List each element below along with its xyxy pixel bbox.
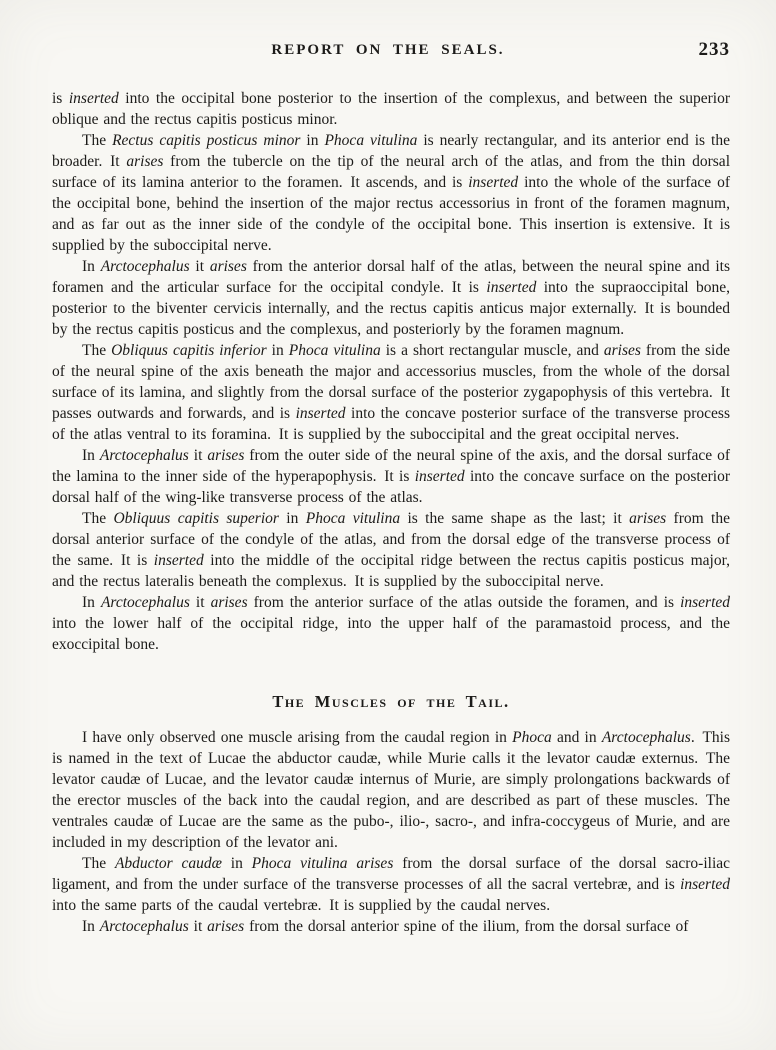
italic-text-run: arises	[207, 918, 245, 935]
italic-text-run: inserted	[468, 174, 519, 191]
paragraph	[52, 916, 730, 937]
italic-text-run: arises	[356, 855, 394, 872]
italic-text-run: inserted	[68, 90, 119, 107]
text-run: from the dorsal anterior spine of the ilium, from the dorsal surface of	[244, 918, 689, 935]
text-run: in	[221, 855, 252, 872]
italic-text-run: inserted	[680, 594, 730, 611]
text-run: it	[188, 918, 208, 935]
text-run: from the anterior surface of the atlas outside the foramen, and is	[247, 594, 681, 611]
italic-text-run: arises	[209, 258, 247, 275]
text-run: it	[189, 594, 211, 611]
page-body	[0, 66, 776, 937]
text-run: from the tubercle on the tip of the neural arch of the atlas, and from the thin dorsal surface of its lamina anterior to the foramen. It ascends, and is	[52, 153, 730, 191]
italic-text-run: Phoca	[512, 729, 552, 746]
paragraph	[52, 340, 730, 445]
text-run: from the side of the neural spine of the axis beneath the major and accessorius muscles, from the whole of the dorsal surface of its lamina, and slightly from the dorsal surface of the posterior zygapophysis of this vertebra. It passes outwards and forwards, and is	[52, 342, 730, 422]
italic-text-run: Obliquus capitis inferior	[111, 342, 267, 359]
text-run: The	[82, 510, 114, 527]
text-run: The	[82, 342, 112, 359]
text-run: is the same shape as the last; it	[400, 510, 630, 527]
text-run: in	[278, 510, 306, 527]
text-run: into the occipital bone posterior to the insertion of the complexus, and between the superior oblique and the rectus capitis posticus minor.	[52, 90, 730, 128]
running-header	[0, 39, 776, 66]
italic-text-run: arises	[126, 153, 164, 170]
italic-text-run: Phoca vitulina	[305, 510, 401, 527]
paragraph	[52, 853, 730, 916]
text-run: from the anterior dorsal half of the atlas, between the neural spine and its foramen and the articular surface for the occipital condyle. It is	[52, 258, 730, 296]
italic-text-run: Rectus capitis posticus minor	[112, 132, 301, 149]
text-run: is	[52, 90, 69, 107]
page-number: 233	[698, 39, 730, 60]
text-run: from the dorsal surface of the dorsal sacro-iliac ligament, and from the under surface of the transverse processes of all the sacral vertebræ, and is	[52, 855, 731, 893]
italic-text-run: inserted	[680, 876, 730, 893]
paragraph	[52, 727, 730, 853]
italic-text-run: arises	[210, 594, 248, 611]
paragraph	[52, 88, 730, 130]
text-run: In	[82, 918, 100, 935]
italic-text-run: inserted	[414, 468, 465, 485]
text-run: I have only observed one muscle arising from the caudal region in	[82, 729, 513, 746]
italic-text-run: inserted	[486, 279, 537, 296]
text-run: into the same parts of the caudal vertebræ. It is supplied by the caudal nerves.	[52, 897, 551, 914]
text-run: In	[82, 447, 100, 464]
italic-text-run: arises	[603, 342, 641, 359]
italic-text-run: Arctocephalus	[601, 729, 691, 746]
text-run	[347, 855, 356, 872]
italic-text-run: Phoca vitulina	[288, 342, 381, 359]
text-run: In	[82, 258, 101, 275]
text-run: in	[266, 342, 289, 359]
text-run: it	[189, 258, 210, 275]
section-heading: The Muscles of the Tail.	[272, 692, 510, 711]
italic-text-run: Arctocephalus	[100, 594, 190, 611]
text-run: is nearly rectangular, and its anterior end is the broader. It	[52, 132, 730, 170]
text-run: into the concave posterior surface of the transverse process of the atlas ventral to its foramina. It is supplied by the suboccipital and the great occipital nerves.	[52, 405, 730, 443]
paragraph	[52, 592, 730, 655]
text-run: into the supraoccipital bone, posterior to the biventer cervicis internally, and the rectus capitis anticus major externally. It is bounded by the rectus capitis posticus and the complexus, and posteriorly by the foramen magnum.	[52, 279, 730, 338]
text-run: it	[188, 447, 208, 464]
italic-text-run: Arctocephalus	[99, 447, 189, 464]
text-run: from the dorsal anterior surface of the condyle of the atlas, and from the dorsal edge of the transverse process of the same. It is	[52, 510, 730, 569]
paragraph	[52, 256, 730, 340]
italic-text-run: arises	[629, 510, 667, 527]
paragraph	[52, 508, 730, 592]
italic-text-run: Abductor caudæ	[114, 855, 222, 872]
italic-text-run: Phoca vitulina	[251, 855, 348, 872]
text-run: The	[82, 132, 113, 149]
text-run: and in	[551, 729, 602, 746]
italic-text-run: Arctocephalus	[100, 258, 190, 275]
text-run: from the outer side of the neural spine of the axis, and the dorsal surface of the lamina to the inner side of the hyperapophysis. It is	[52, 447, 730, 485]
italic-text-run: Phoca vitulina	[324, 132, 418, 149]
text-run: into the concave surface on the posterior dorsal half of the wing-like transverse process of the atlas.	[52, 468, 730, 506]
italic-text-run: Obliquus capitis superior	[113, 510, 279, 527]
running-title: REPORT ON THE SEALS.	[271, 42, 505, 58]
text-run: into the lower half of the occipital ridge, into the upper half of the paramastoid process, and the exoccipital bone.	[52, 615, 730, 653]
italic-text-run: arises	[207, 447, 245, 464]
italic-text-run: Arctocephalus	[99, 918, 189, 935]
paragraph	[52, 130, 730, 256]
text-run: into the middle of the occipital ridge between the rectus capitis posticus major, and the rectus lateralis beneath the complexus. It is supplied by the suboccipital nerve.	[52, 552, 730, 590]
italic-text-run: inserted	[153, 552, 204, 569]
paragraph	[52, 445, 730, 508]
text-run: . This is named in the text of Lucae the abductor caudæ, while Murie calls it the levator caudæ externus. The levator caudæ of Lucae, and the levator caudæ internus of Murie, are simply prolongations backwards of the erector muscles of the back into the caudal region, and are described as part of these muscles. The ventrales caudæ of Lucae are the same as the pubo-, ilio-, sacro-, and infra-coccygeus of Murie, and are included in my description of the levator ani.	[52, 729, 730, 851]
text-run: In	[82, 594, 101, 611]
text-run: into the whole of the surface of the occipital bone, behind the insertion of the major rectus accessorius in front of the foramen magnum, and as far out as the inner side of the condyle of the occipital bone. This insertion is extensive. It is supplied by the suboccipital nerve.	[52, 174, 730, 254]
text-run: is a short rectangular muscle, and	[380, 342, 604, 359]
italic-text-run: inserted	[295, 405, 346, 422]
text-run: in	[300, 132, 325, 149]
text-run: The	[82, 855, 115, 872]
